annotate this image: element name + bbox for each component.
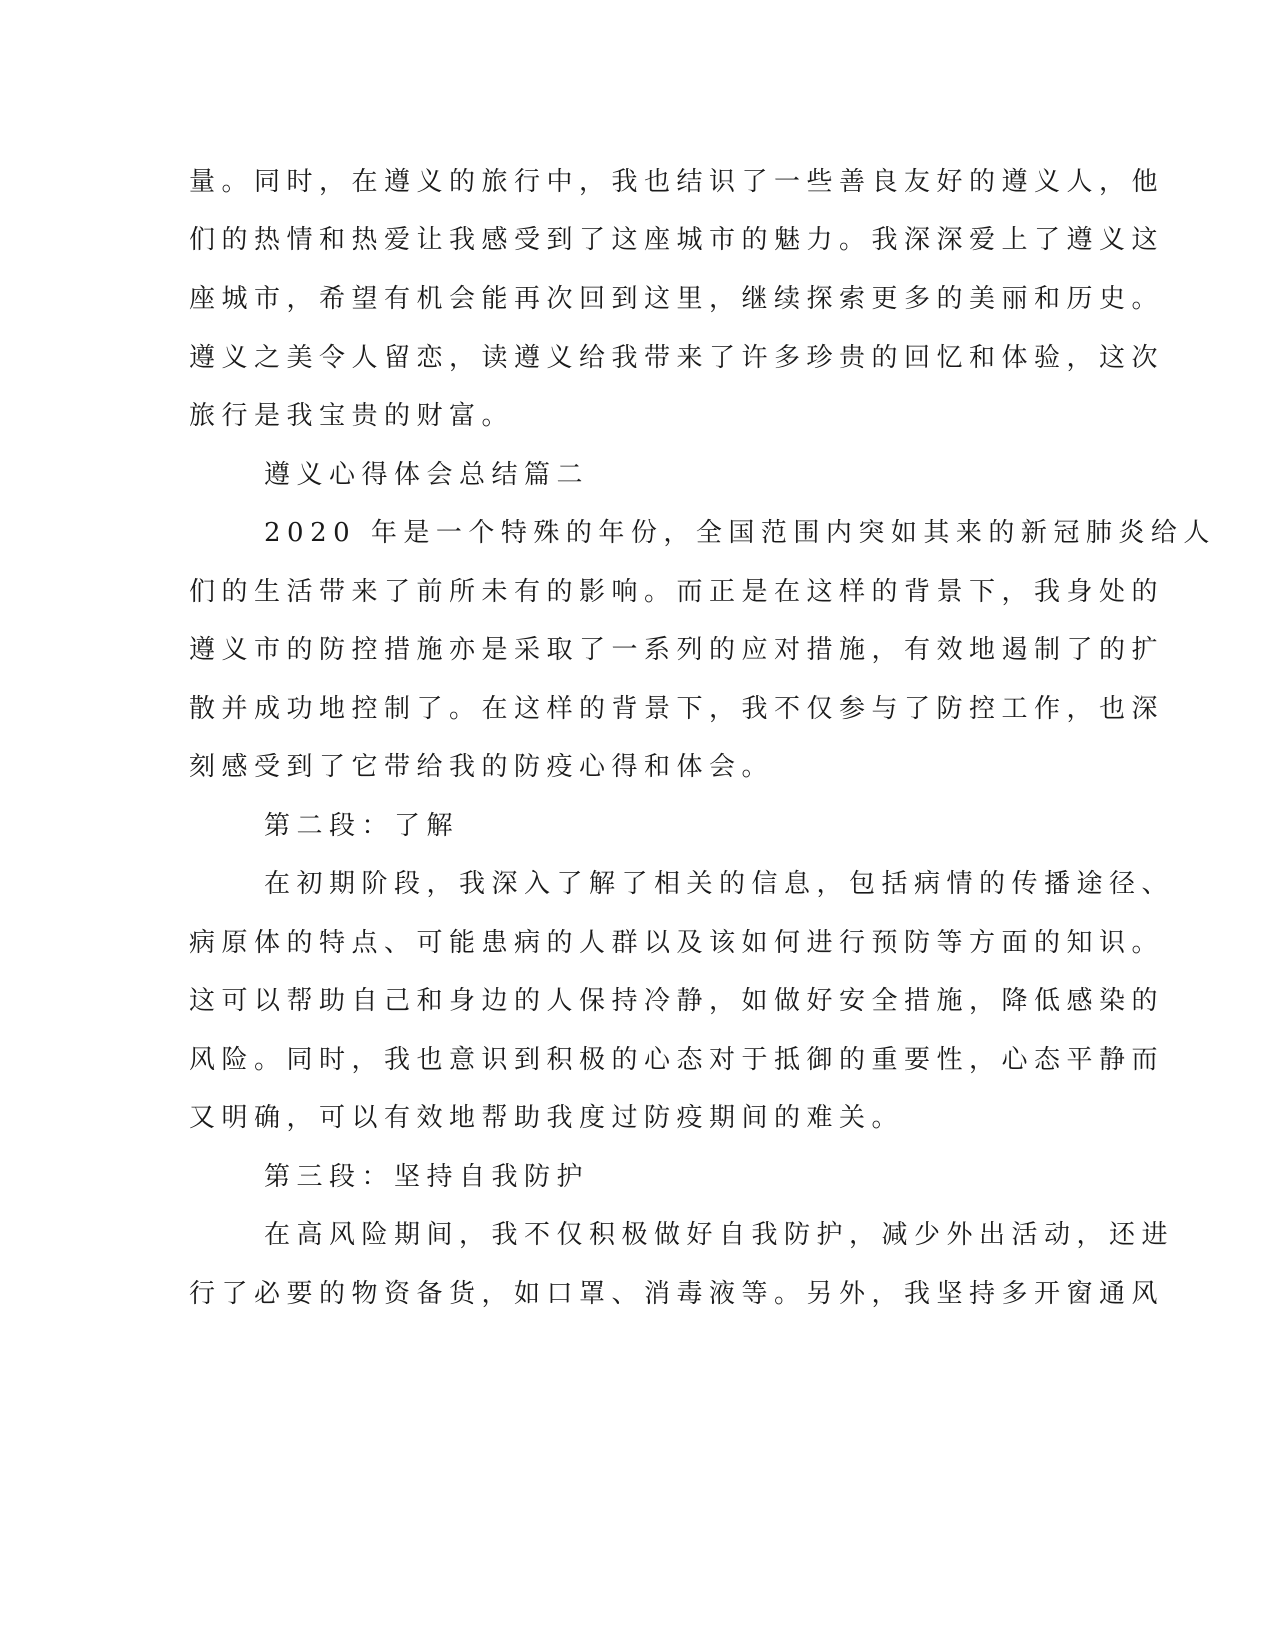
paragraph-line: 遵义市的防控措施亦是采取了一系列的应对措施，有效地遏制了的扩 — [189, 635, 1165, 665]
paragraph-line: 在初期阶段，我深入了解了相关的信息，包括病情的传播途径、 — [264, 869, 1175, 899]
paragraph-line: 旅行是我宝贵的财富。 — [189, 401, 515, 431]
paragraph-line: 行了必要的物资备货，如口罩、消毒液等。另外，我坚持多开窗通风 — [189, 1279, 1165, 1309]
paragraph-line: 座城市，希望有机会能再次回到这里，继续探索更多的美丽和历史。 — [189, 284, 1165, 314]
paragraph-line: 遵义之美令人留恋，读遵义给我带来了许多珍贵的回忆和体验，这次 — [189, 343, 1165, 373]
paragraph-line: 病原体的特点、可能患病的人群以及该如何进行预防等方面的知识。 — [189, 928, 1165, 958]
paragraph-line: 又明确，可以有效地帮助我度过防疫期间的难关。 — [189, 1103, 905, 1133]
paragraph-line: 量。同时，在遵义的旅行中，我也结识了一些善良友好的遵义人，他 — [189, 167, 1165, 197]
paragraph-line: 2020 年是一个特殊的年份，全国范围内突如其来的新冠肺炎给人 — [264, 518, 1216, 548]
section-heading: 第三段：坚持自我防护 — [264, 1162, 590, 1192]
paragraph-line: 这可以帮助自己和身边的人保持冷静，如做好安全措施，降低感染的 — [189, 986, 1165, 1016]
paragraph-line: 在高风险期间，我不仅积极做好自我防护，减少外出活动，还进 — [264, 1220, 1175, 1250]
paragraph-line: 风险。同时，我也意识到积极的心态对于抵御的重要性，心态平静而 — [189, 1045, 1165, 1075]
paragraph-line: 们的热情和热爱让我感受到了这座城市的魅力。我深深爱上了遵义这 — [189, 225, 1165, 255]
paragraph-line: 刻感受到了它带给我的防疫心得和体会。 — [189, 752, 775, 782]
paragraph-line: 们的生活带来了前所未有的影响。而正是在这样的背景下，我身处的 — [189, 577, 1165, 607]
section-heading: 第二段：了解 — [264, 811, 460, 841]
paragraph-line: 散并成功地控制了。在这样的背景下，我不仅参与了防控工作，也深 — [189, 694, 1165, 724]
section-heading: 遵义心得体会总结篇二 — [264, 460, 590, 490]
